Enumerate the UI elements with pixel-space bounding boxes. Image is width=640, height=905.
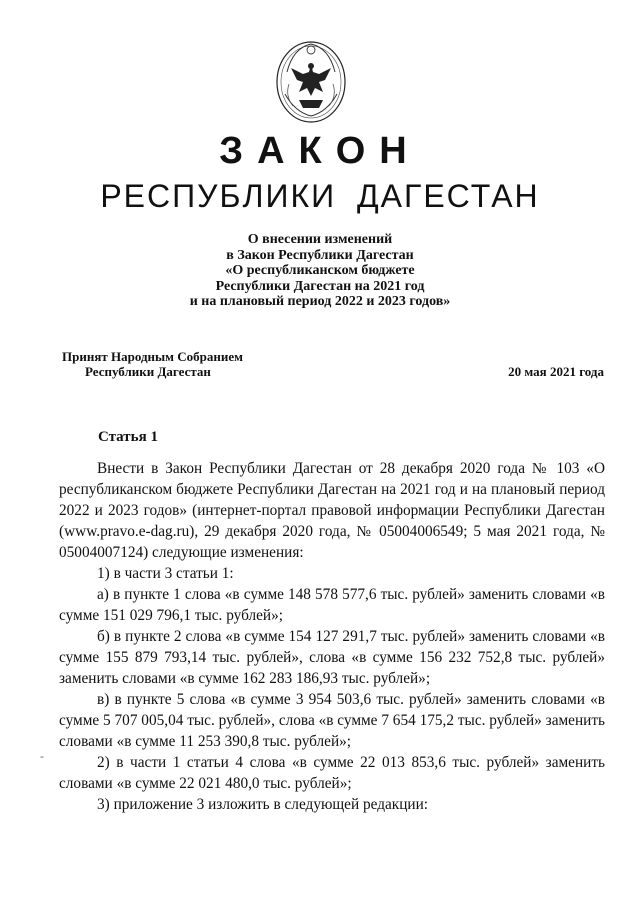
republic-title: РЕСПУБЛИКИ ДАГЕСТАН [100,178,540,214]
article-paragraph: 1) в части 3 статьи 1: [97,565,234,582]
subject-line: «О республиканском бюджете [225,263,415,278]
article-paragraph: а) в пункте 1 слова «в сумме 148 578 577,6 тыс. рублей» заменить словами «в сумме 151 029 796,1 тыс. рублей»; [59,586,605,624]
article-paragraph: б) в пункте 2 слова «в сумме 154 127 291,7 тыс. рублей» заменить словами «в сумме 155 879 793,14 тыс. рублей», слова «в сумме 156 232 752,8 тыс. рублей» заменить словами «в сумме 162 283 186,93 тыс. рублей»; [59,628,605,687]
coat-of-arms-emblem [273,36,349,128]
margin-mark: - [40,749,44,763]
article-paragraph: в) в пункте 5 слова «в сумме 3 954 503,6 тыс. рублей» заменить словами «в сумме 5 707 005,04 тыс. рублей», слова «в сумме 7 654 175,2 тыс. рублей» заменить словами «в сумме 11 253 390,8 тыс. рублей»; [59,691,605,750]
adoption-line: Принят Народным Собранием [62,349,244,364]
adoption-note [62,349,302,379]
article-body [59,458,605,815]
law-title: ЗАКОН [219,130,421,172]
subject-line: Республики Дагестан на 2021 год [215,278,425,294]
article-paragraph: Внести в Закон Республики Дагестан от 28 декабря 2020 года № 103 «О республиканском бюджете Республики Дагестан на 2021 год и на плановый период 2022 и 2023 годов» (интернет-портал правовой информации Республики Дагестан (www.pravo.e-dag.ru), 29 декабря 2020 года, № 05004006549; 5 мая 2021 года, № 05004007124) следующие изменения: [59,460,605,561]
adoption-date: 20 мая 2021 года [508,364,604,379]
article-paragraph: 2) в части 1 статьи 4 слова «в сумме 22 013 853,6 тыс. рублей» заменить словами «в сумме 22 021 480,0 тыс. рублей»; [59,754,605,792]
law-subject [150,232,490,310]
article-paragraph: 3) приложение 3 изложить в следующей редакции: [97,796,429,813]
adoption-line: Республики Дагестан [85,364,211,379]
subject-line: О внесении изменений [247,232,393,247]
article-heading: Статья 1 [98,429,158,445]
subject-line: и на плановый период 2022 и 2023 годов» [189,294,451,309]
subject-line: в Закон Республики Дагестан [226,247,414,263]
